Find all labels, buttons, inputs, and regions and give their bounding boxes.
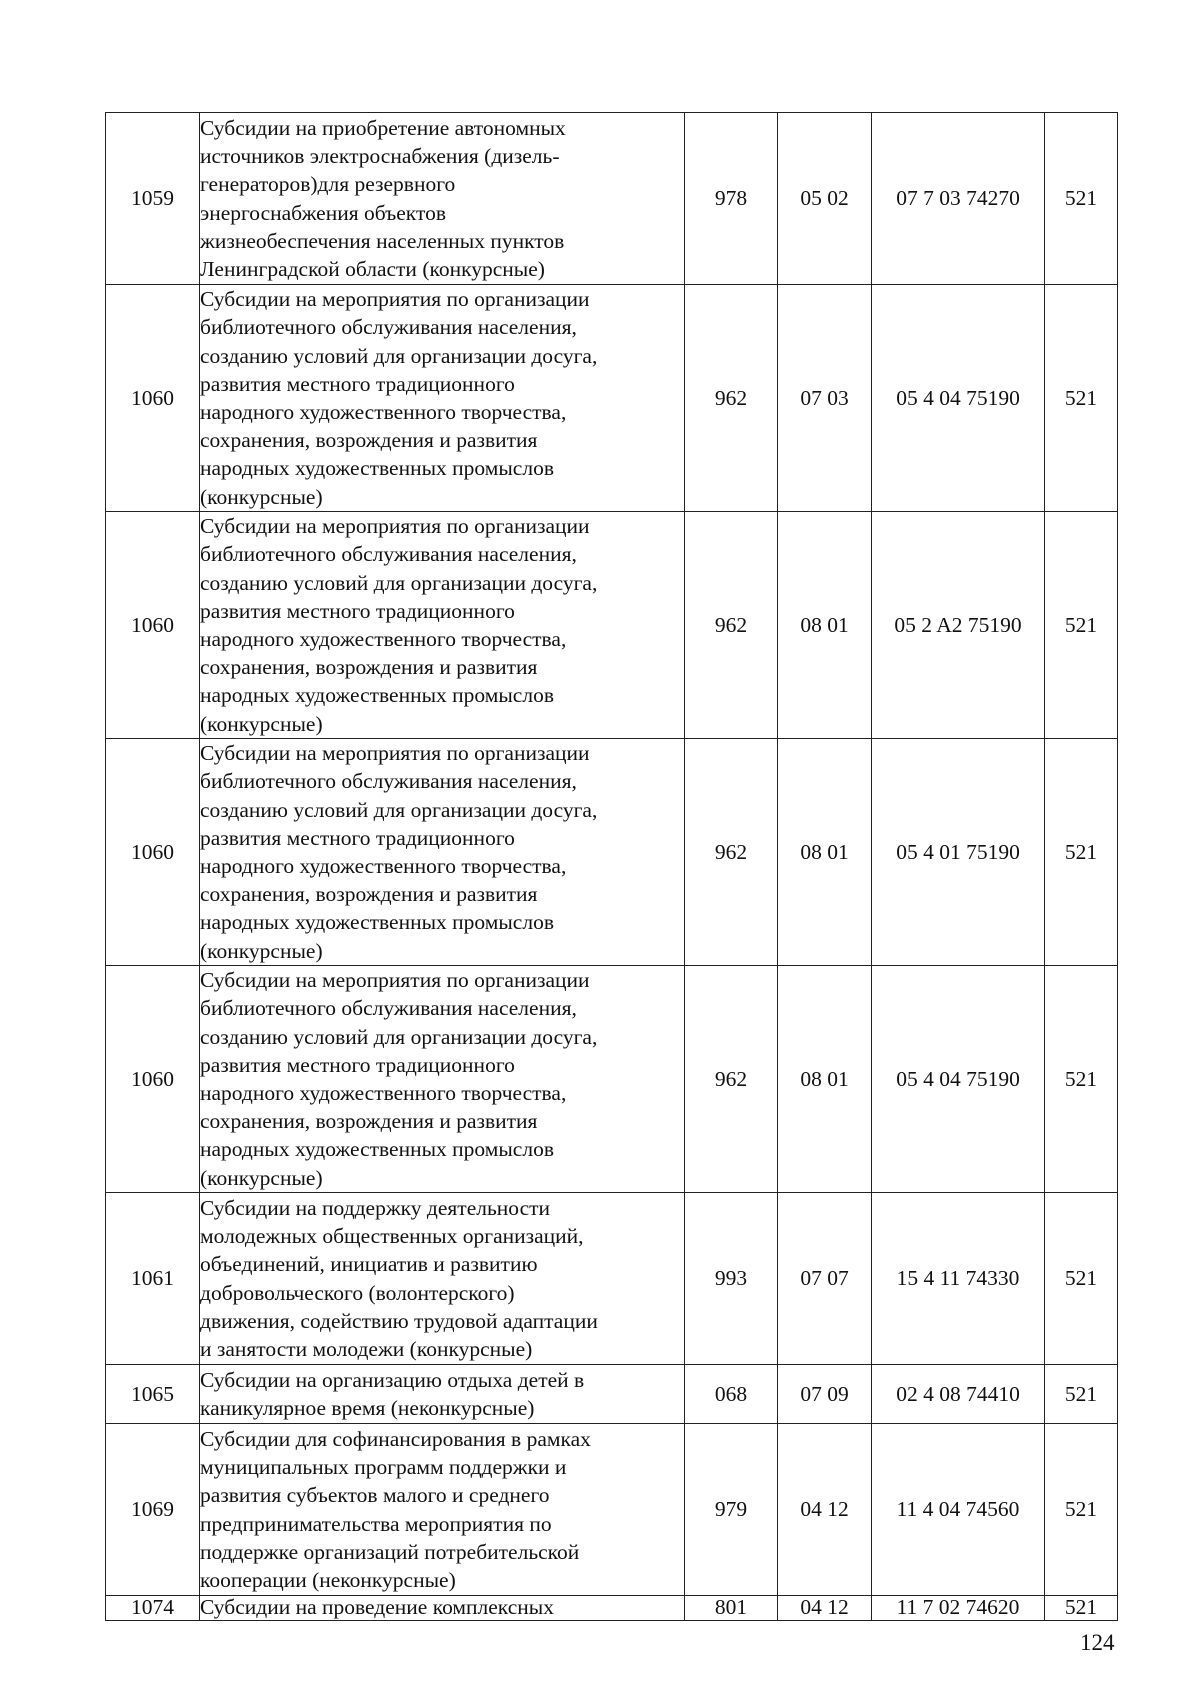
ministry-code: 979 [685,1424,778,1596]
section-code: 07 09 [778,1365,872,1424]
ministry-code: 978 [685,113,778,285]
expense-type-code: 521 [1045,1193,1118,1365]
row-description: Субсидии на поддержку деятельности молодежных общественных организаций, объединений, инициатив и развитию добровольческого (волонтерского) движения, содействию трудовой адаптации и занятости молодежи (конкурсные) [200,1193,685,1365]
section-code: 04 12 [778,1596,872,1621]
expense-type-code: 521 [1045,1424,1118,1596]
row-description: Субсидии на мероприятия по организации библиотечного обслуживания населения, созданию условий для организации досуга, развития местного традиционного народного художественного творчества, сохранения, возрождения и развития народных художественных промыслов (конкурсные) [200,966,685,1193]
table-row [106,113,1118,285]
table-row [106,512,1118,739]
row-number: 1061 [106,1193,200,1365]
row-number: 1069 [106,1424,200,1596]
target-article-code: 05 4 04 75190 [872,285,1045,512]
ministry-code: 962 [685,285,778,512]
row-description: Субсидии на мероприятия по организации библиотечного обслуживания населения, созданию условий для организации досуга, развития местного традиционного народного художественного творчества, сохранения, возрождения и развития народных художественных промыслов (конкурсные) [200,512,685,739]
expense-type-code: 521 [1045,1365,1118,1424]
row-number: 1060 [106,512,200,739]
ministry-code: 962 [685,512,778,739]
target-article-code: 05 2 A2 75190 [872,512,1045,739]
table-row [106,739,1118,966]
expense-type-code: 521 [1045,512,1118,739]
row-description: Субсидии для софинансирования в рамках муниципальных программ поддержки и развития субъектов малого и среднего предпринимательства мероприятия по поддержке организаций потребительской кооперации (неконкурсные) [200,1424,685,1596]
target-article-code: 11 4 04 74560 [872,1424,1045,1596]
section-code: 08 01 [778,512,872,739]
expense-type-code: 521 [1045,966,1118,1193]
ministry-code: 993 [685,1193,778,1365]
row-description: Субсидии на приобретение автономных источников электроснабжения (дизель- генераторов)для резервного энергоснабжения объектов жизнеобеспечения населенных пунктов Ленинградской области (конкурсные) [200,113,685,285]
row-description: Субсидии на организацию отдыха детей в каникулярное время (неконкурсные) [200,1365,685,1424]
table-row [106,966,1118,1193]
row-number: 1060 [106,739,200,966]
ministry-code: 962 [685,739,778,966]
row-number: 1074 [106,1596,200,1621]
row-number: 1060 [106,285,200,512]
target-article-code: 05 4 04 75190 [872,966,1045,1193]
section-code: 08 01 [778,739,872,966]
target-article-code: 07 7 03 74270 [872,113,1045,285]
table-row [106,1365,1118,1424]
row-number: 1060 [106,966,200,1193]
target-article-code: 15 4 11 74330 [872,1193,1045,1365]
table-row [106,1424,1118,1596]
expense-type-code: 521 [1045,285,1118,512]
table-row [106,1596,1118,1621]
target-article-code: 02 4 08 74410 [872,1365,1045,1424]
expense-type-code: 521 [1045,1596,1118,1621]
row-number: 1065 [106,1365,200,1424]
row-description: Субсидии на проведение комплексных [200,1596,685,1621]
row-description: Субсидии на мероприятия по организации библиотечного обслуживания населения, созданию условий для организации досуга, развития местного традиционного народного художественного творчества, сохранения, возрождения и развития народных художественных промыслов (конкурсные) [200,739,685,966]
ministry-code: 801 [685,1596,778,1621]
ministry-code: 068 [685,1365,778,1424]
section-code: 08 01 [778,966,872,1193]
expense-type-code: 521 [1045,113,1118,285]
subsidies-table [105,112,1118,1621]
table-row [106,1193,1118,1365]
table-row [106,285,1118,512]
section-code: 05 02 [778,113,872,285]
section-code: 04 12 [778,1424,872,1596]
expense-type-code: 521 [1045,739,1118,966]
page-number: 124 [1080,1630,1115,1655]
row-description: Субсидии на мероприятия по организации библиотечного обслуживания населения, созданию условий для организации досуга, развития местного традиционного народного художественного творчества, сохранения, возрождения и развития народных художественных промыслов (конкурсные) [200,285,685,512]
section-code: 07 03 [778,285,872,512]
row-number: 1059 [106,113,200,285]
target-article-code: 11 7 02 74620 [872,1596,1045,1621]
section-code: 07 07 [778,1193,872,1365]
target-article-code: 05 4 01 75190 [872,739,1045,966]
ministry-code: 962 [685,966,778,1193]
